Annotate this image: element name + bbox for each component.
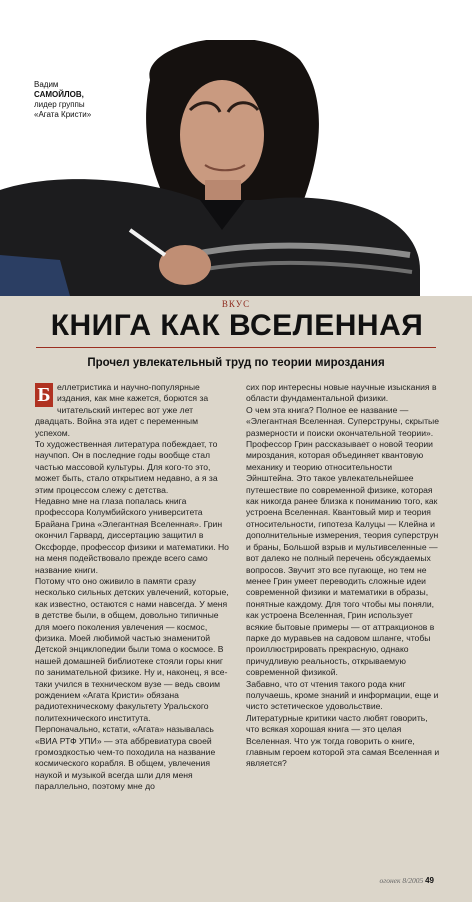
article-column-left: [35, 382, 229, 793]
page-footer: [380, 876, 434, 885]
photo-area: [0, 0, 472, 296]
page-number: 49: [425, 876, 434, 885]
paragraph: То художественная литература побеждает, то научпоп. Он в последние годы вообще стал частью массовой культуры. Для кого-то это, может быть, стало открытием недавно, а я за этим процессом слежу с детства.: [35, 439, 218, 495]
article-subhead: Прочел увлекательный труд по теории мироздания: [87, 357, 385, 369]
caption-first-name: Вадим: [34, 80, 59, 89]
portrait-photo: [0, 40, 472, 296]
caption-role-2: «Агата Кристи»: [34, 110, 92, 119]
paragraph: Перпоначально, кстати, «Агата» называлась «ВИА РТФ УПИ» — эта аббревиатура своей громоздкостью чем-то походила на название космического корабля. В общем, увлечения наукой и музыкой всегда шли для меня параллельно, поэтому мне до: [35, 724, 216, 792]
section-rubric: ВКУС: [221, 299, 251, 309]
paragraph: Б еллетристика и научно-популярные издания, как мне кажется, борются за читательский интерес вот уже лет двадцать. Война эта идет с переменным успехом.: [35, 382, 209, 438]
paragraph: Потому что оно оживило в памяти сразу несколько сильных детских увлечений, которые, как известно, остаются с нами навсегда. У меня в детстве были, в общем, довольно типичные для моего поколения увлечения — космос, физика. Моей любимой частью знаменитой Детской энциклопедии были тома о космосе. В нашей домашней библиотеке стояли горы книг по занимательной физике. Ну и, наконец, я все-таки учился в техническом вузе — ведь своим рождением «Агата Кристи» обязана радиотехническому факультету Уральского политехнического института.: [35, 575, 229, 723]
article-column-right: [246, 382, 440, 770]
headline-rule: [36, 347, 436, 348]
article-headline: КНИГА КАК ВСЕЛЕННАЯ: [50, 309, 424, 342]
paragraph: сих пор интересны новые научные изыскания в области фундаментальной физики.: [246, 382, 437, 404]
paragraph: Недавно мне на глаза попалась книга профессора Колумбийского университета Брайана Грина «Элегантная Вселенная». Грин окончил Гарвард, диссертацию защитил в Оксфорде, профессор физики и математики. Но на меня подействовало прежде всего само название книги.: [35, 496, 229, 575]
photo-caption: [34, 80, 134, 120]
paragraph: О чем эта книга? Полное ее название — «Элегантная Вселенная. Суперструны, скрытые размерности и поиски окончательной теории». Профессор Грин рассказывает о новой теории мироздания, которая объединяет квантовую механику и теорию относительности Эйнштейна. Это такое увлекательнейшее путешествие по современной физике, которая как никогда ранее близка к пониманию того, как устроена Вселенная. Квантовый мир и теория относительности, гипотеза Калуцы — Клейна и дополнительные измерения, теория суперструн и браны, Большой взрыв и мультивселенные — вот далеко не полный перечень обсуждаемых вопросов. Звучит это все пугающе, но тем не менее Грин умеет переводить сложные идеи современной физики и математики в образы, понятные каждому. Для того чтобы мы поняли, как устроена Вселенная, Грин использует всякие бытовые примеры — от аттракционов в парке до муравьев на садовом шланге, чтобы проиллюстрировать прекрасную, однако причудливую реальность, открываемую современной физикой.: [246, 404, 439, 678]
caption-last-name: САМОЙЛОВ,: [34, 90, 84, 99]
caption-role-1: лидер группы: [34, 100, 85, 109]
paragraph: Забавно, что от чтения такого рода книг получаешь, кроме знаний и информации, еще и чисто эстетическое удовольствие. Литературные критики часто любят говорить, что всякая хорошая книга — это целая Вселенная. Что уж тогда говорить о книге, главным героем которой эта самая Вселенная и является?: [246, 678, 440, 769]
dropcap: Б: [35, 383, 53, 407]
magazine-issue: огонек 8/2005: [379, 876, 424, 885]
